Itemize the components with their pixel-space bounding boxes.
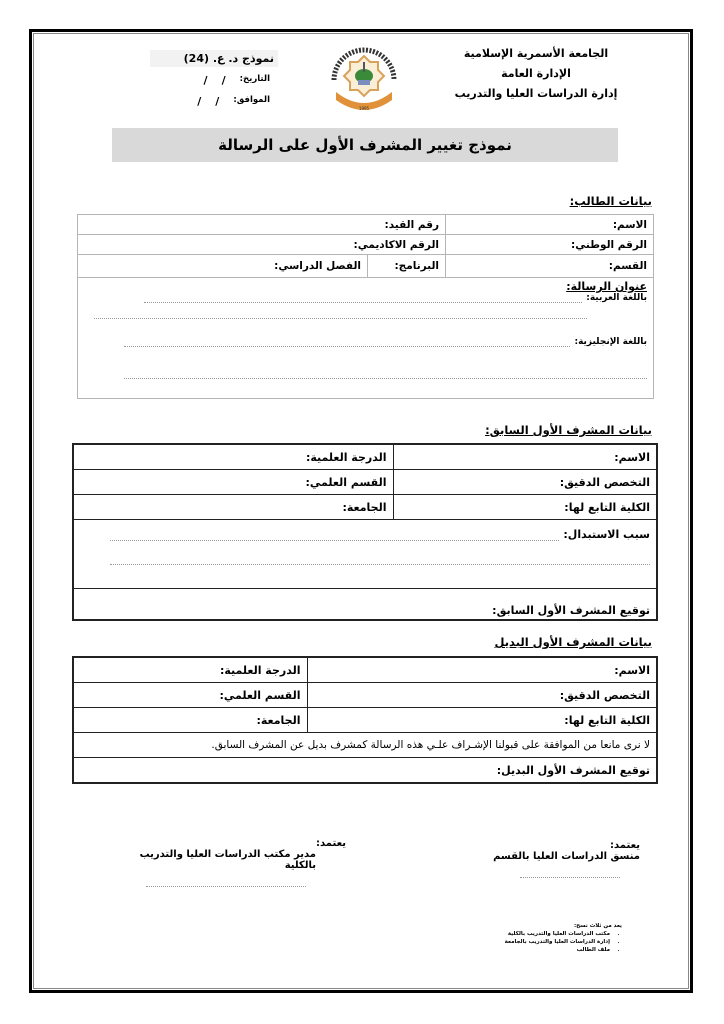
hijri-date-label: الموافق:	[233, 95, 270, 105]
new-faculty-field[interactable]: الكلية التابع لها:	[307, 708, 657, 733]
copy-item: • مكتب الدراسات العليا والتدريب بالكلية	[502, 930, 610, 938]
new-name-field[interactable]: الاسم:	[307, 657, 657, 683]
prev-faculty-field[interactable]: الكلية التابع لها:	[393, 495, 657, 520]
coordinator-approval	[440, 840, 640, 878]
date-slash: /	[203, 74, 208, 87]
replacement-reason-field[interactable]	[73, 520, 657, 589]
date-slash: /	[215, 95, 220, 108]
coordinator-title: منسق الدراسات العليا بالقسم	[493, 851, 640, 862]
hijri-date-row	[150, 95, 270, 108]
prev-department-field[interactable]: القسم العلمي:	[73, 470, 393, 495]
student-table	[77, 214, 654, 399]
student-section-title: بيانات الطالب:	[569, 194, 652, 208]
prev-degree-field[interactable]: الدرجة العلمية:	[73, 444, 393, 470]
arabic-title-line-2[interactable]	[94, 317, 587, 319]
arabic-title-line[interactable]	[144, 301, 582, 303]
date-row	[150, 74, 270, 87]
reason-line[interactable]	[110, 539, 559, 541]
previous-supervisor-table	[72, 443, 658, 621]
form-code: نموذج د. ع. (24)	[150, 50, 278, 67]
student-national-id-field[interactable]: الرقم الوطني:	[446, 235, 654, 255]
student-semester-field[interactable]: الفصل الدراسي:	[78, 255, 368, 278]
university-header	[436, 44, 636, 104]
student-department-field[interactable]: القسم:	[446, 255, 654, 278]
english-title-line[interactable]	[124, 345, 570, 347]
copies-note	[502, 922, 622, 954]
english-title-label: باللغة الإنجليزية:	[574, 337, 647, 347]
approval-label: يعتمد:	[610, 840, 640, 851]
replacement-reason-label: سبب الاستبدال:	[563, 528, 650, 541]
student-academic-no-field[interactable]: الرقم الاكاديمي:	[78, 235, 446, 255]
reason-line-2[interactable]	[110, 563, 650, 565]
svg-text:1995: 1995	[358, 106, 370, 111]
prev-university-field[interactable]: الجامعة:	[73, 495, 393, 520]
prev-name-field[interactable]: الاسم:	[393, 444, 657, 470]
student-name-field[interactable]: الاسم:	[446, 215, 654, 235]
director-title: مدير مكتب الدراسات العليا والتدريب بالكلية	[139, 849, 316, 871]
university-logo-icon	[326, 40, 402, 116]
date-slash: /	[197, 95, 202, 108]
new-university-field[interactable]: الجامعة:	[73, 708, 307, 733]
new-department-field[interactable]: القسم العلمي:	[73, 683, 307, 708]
university-name: الجامعة الأسمرية الإسلامية	[463, 47, 609, 60]
thesis-title-field[interactable]	[78, 278, 654, 399]
student-program-field[interactable]: البرنامج:	[368, 255, 446, 278]
approval-label: يعتمد:	[316, 838, 346, 849]
arabic-title-label: باللغة العربية:	[586, 293, 647, 303]
general-administration: الإدارة العامة	[501, 67, 571, 80]
previous-supervisor-section-title: بيانات المشرف الأول السابق:	[485, 423, 652, 437]
new-supervisor-section-title: بيانات المشرف الأول البديل	[494, 635, 652, 649]
copy-item: • إدارة الدراسات العليا والتدريب بالجامعة	[502, 938, 610, 946]
copies-heading: يعد من ثلاث نسخ:	[573, 923, 622, 929]
new-specialty-field[interactable]: التخصص الدقيق:	[307, 683, 657, 708]
copy-item: • ملف الطالب	[502, 946, 610, 954]
prev-signature-field[interactable]: توقيع المشرف الأول السابق:	[73, 589, 657, 621]
thesis-title-label: عنوان الرسالة:	[566, 280, 647, 293]
new-supervisor-table	[72, 656, 658, 784]
english-title-line-2[interactable]	[124, 377, 647, 379]
new-degree-field[interactable]: الدرجة العلمية:	[73, 657, 307, 683]
prev-specialty-field[interactable]: التخصص الدقيق:	[393, 470, 657, 495]
consent-statement: لا نرى مانعا من الموافقة على قبولنا الإشـراف علـي هذه الرسالة كمشرف بديل عن المشرف السابق.	[73, 733, 657, 758]
graduate-studies-department: إدارة الدراسات العليا والتدريب	[454, 87, 618, 100]
date-label: التاريخ:	[239, 74, 270, 84]
coordinator-signature-line[interactable]	[520, 876, 620, 878]
director-approval	[110, 838, 346, 887]
new-signature-field[interactable]: توقيع المشرف الأول البديل:	[73, 758, 657, 784]
date-slash: /	[221, 74, 226, 87]
student-reg-no-field[interactable]: رقم القيد:	[78, 215, 446, 235]
director-signature-line[interactable]	[146, 885, 306, 887]
form-title: نموذج تغيير المشرف الأول على الرسالة	[112, 128, 618, 162]
